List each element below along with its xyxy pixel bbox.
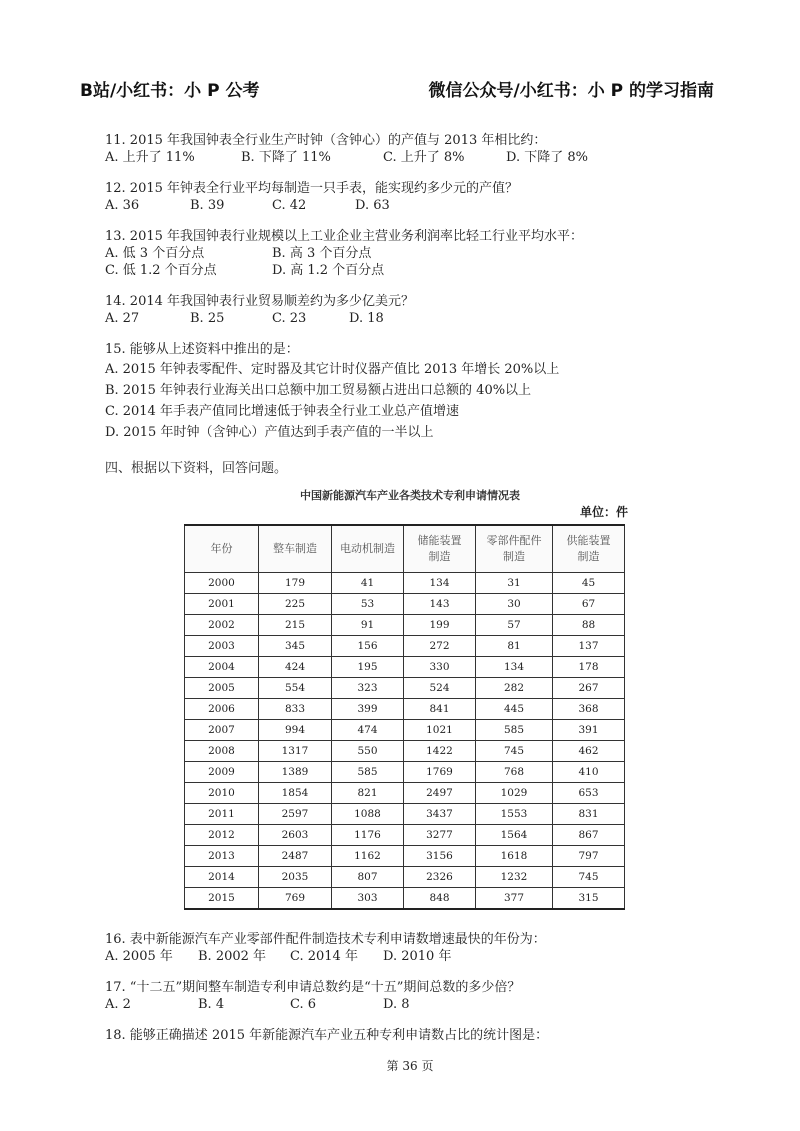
value-cell: 524: [404, 678, 476, 699]
value-cell: 1317: [259, 741, 332, 762]
table-row: [185, 678, 625, 699]
year-cell: 2011: [185, 804, 259, 825]
table-row: [185, 825, 625, 846]
value-cell: 45: [553, 573, 625, 594]
table-row: [185, 783, 625, 804]
value-cell: 424: [259, 657, 332, 678]
value-cell: 3437: [404, 804, 476, 825]
value-cell: 550: [332, 741, 404, 762]
year-cell: 2012: [185, 825, 259, 846]
q13-option-a: A. 低 3 个百分点: [105, 246, 205, 261]
value-cell: 797: [553, 846, 625, 867]
value-cell: 30: [476, 594, 553, 615]
value-cell: 585: [476, 720, 553, 741]
q12-option-c: C. 42: [272, 198, 307, 213]
col-header-parts: 零部件配件制造: [476, 525, 553, 573]
value-cell: 137: [553, 636, 625, 657]
q17-option-c: C. 6: [290, 997, 317, 1012]
value-cell: 2597: [259, 804, 332, 825]
q12-option-a: A. 36: [105, 198, 140, 213]
value-cell: 1769: [404, 762, 476, 783]
value-cell: 2487: [259, 846, 332, 867]
table-row: [185, 699, 625, 720]
value-cell: 1029: [476, 783, 553, 804]
value-cell: 134: [476, 657, 553, 678]
q15-option-c: C. 2014 年手表产值同比增速低于钟表全行业工业总产值增速: [105, 404, 459, 419]
q12-option-d: D. 63: [355, 198, 390, 213]
q15-option-a: A. 2015 年钟表零配件、定时器及其它计时仪器产值比 2013 年增长 20%以上: [105, 362, 560, 377]
q12-option-b: B. 39: [190, 198, 225, 213]
value-cell: 445: [476, 699, 553, 720]
value-cell: 179: [259, 573, 332, 594]
value-cell: 323: [332, 678, 404, 699]
value-cell: 399: [332, 699, 404, 720]
value-cell: 215: [259, 615, 332, 636]
value-cell: 272: [404, 636, 476, 657]
table-row: [185, 594, 625, 615]
q13-option-b: B. 高 3 个百分点: [272, 246, 372, 261]
q17-stem: 17. “十二五”期间整车制造专利申请总数约是“十五”期间总数的多少倍？: [105, 980, 521, 995]
value-cell: 330: [404, 657, 476, 678]
q17-option-a: A. 2: [105, 997, 131, 1012]
value-cell: 653: [553, 783, 625, 804]
q15-option-d: D. 2015 年时钟（含钟心）产值达到手表产值的一半以上: [105, 425, 434, 440]
table-row: [185, 720, 625, 741]
patent-table: [184, 524, 625, 910]
q11-option-a: A. 上升了 11%: [105, 150, 195, 165]
q16-option-c: C. 2014 年: [290, 949, 358, 964]
value-cell: 554: [259, 678, 332, 699]
table-row: [185, 741, 625, 762]
value-cell: 53: [332, 594, 404, 615]
value-cell: 1088: [332, 804, 404, 825]
value-cell: 1176: [332, 825, 404, 846]
q11-option-b: B. 下降了 11%: [241, 150, 331, 165]
value-cell: 199: [404, 615, 476, 636]
value-cell: 303: [332, 888, 404, 910]
year-cell: 2006: [185, 699, 259, 720]
value-cell: 315: [553, 888, 625, 910]
table-row: [185, 762, 625, 783]
q11-option-c: C. 上升了 8%: [383, 150, 465, 165]
header-left: B站/小红书：小 P 公考: [80, 81, 260, 101]
value-cell: 1021: [404, 720, 476, 741]
year-cell: 2010: [185, 783, 259, 804]
q18-stem: 18. 能够正确描述 2015 年新能源汽车产业五种专利申请数占比的统计图是：: [105, 1028, 549, 1043]
value-cell: 195: [332, 657, 404, 678]
value-cell: 3277: [404, 825, 476, 846]
year-cell: 2015: [185, 888, 259, 910]
section-heading: 四、根据以下资料，回答问题。: [105, 461, 288, 476]
value-cell: 462: [553, 741, 625, 762]
value-cell: 3156: [404, 846, 476, 867]
col-header-vehicle: 整车制造: [259, 525, 332, 573]
q17-option-b: B. 4: [198, 997, 225, 1012]
table-row: [185, 867, 625, 888]
table-header-row: [185, 525, 625, 573]
value-cell: 841: [404, 699, 476, 720]
value-cell: 768: [476, 762, 553, 783]
q17-option-d: D. 8: [383, 997, 410, 1012]
col-header-supply: 供能装置制造: [553, 525, 625, 573]
q15-stem: 15. 能够从上述资料中推出的是：: [105, 342, 299, 357]
value-cell: 474: [332, 720, 404, 741]
value-cell: 848: [404, 888, 476, 910]
q11-stem: 11. 2015 年我国钟表全行业生产时钟（含钟心）的产值与 2013 年相比约：: [105, 133, 547, 148]
value-cell: 807: [332, 867, 404, 888]
value-cell: 391: [553, 720, 625, 741]
value-cell: 88: [553, 615, 625, 636]
table-row: [185, 657, 625, 678]
value-cell: 1618: [476, 846, 553, 867]
table-row: [185, 804, 625, 825]
value-cell: 267: [553, 678, 625, 699]
value-cell: 994: [259, 720, 332, 741]
q13-option-c: C. 低 1.2 个百分点: [105, 263, 217, 278]
value-cell: 821: [332, 783, 404, 804]
table-row: [185, 636, 625, 657]
value-cell: 585: [332, 762, 404, 783]
value-cell: 134: [404, 573, 476, 594]
col-header-motor: 电动机制造: [332, 525, 404, 573]
value-cell: 1854: [259, 783, 332, 804]
value-cell: 156: [332, 636, 404, 657]
table-unit: 单位：件: [579, 505, 628, 519]
value-cell: 377: [476, 888, 553, 910]
q16-option-b: B. 2002 年: [198, 949, 267, 964]
q14-option-a: A. 27: [105, 311, 140, 326]
q14-option-c: C. 23: [272, 311, 307, 326]
year-cell: 2002: [185, 615, 259, 636]
year-cell: 2003: [185, 636, 259, 657]
q13-option-d: D. 高 1.2 个百分点: [272, 263, 385, 278]
table-row: [185, 846, 625, 867]
value-cell: 867: [553, 825, 625, 846]
q16-stem: 16. 表中新能源汽车产业零部件配件制造技术专利申请数增速最快的年份为：: [105, 932, 546, 947]
year-cell: 2001: [185, 594, 259, 615]
year-cell: 2014: [185, 867, 259, 888]
q11-option-d: D. 下降了 8%: [506, 150, 588, 165]
value-cell: 833: [259, 699, 332, 720]
value-cell: 345: [259, 636, 332, 657]
col-header-storage: 储能装置制造: [404, 525, 476, 573]
value-cell: 831: [553, 804, 625, 825]
value-cell: 1389: [259, 762, 332, 783]
value-cell: 41: [332, 573, 404, 594]
value-cell: 2326: [404, 867, 476, 888]
value-cell: 1553: [476, 804, 553, 825]
col-header-year: 年份: [185, 525, 259, 573]
value-cell: 57: [476, 615, 553, 636]
value-cell: 368: [553, 699, 625, 720]
year-cell: 2000: [185, 573, 259, 594]
value-cell: 282: [476, 678, 553, 699]
value-cell: 67: [553, 594, 625, 615]
year-cell: 2013: [185, 846, 259, 867]
value-cell: 745: [476, 741, 553, 762]
value-cell: 2035: [259, 867, 332, 888]
value-cell: 1422: [404, 741, 476, 762]
table-row: [185, 888, 625, 910]
year-cell: 2009: [185, 762, 259, 783]
q14-option-d: D. 18: [349, 311, 384, 326]
value-cell: 1564: [476, 825, 553, 846]
value-cell: 745: [553, 867, 625, 888]
value-cell: 143: [404, 594, 476, 615]
q12-stem: 12. 2015 年钟表全行业平均每制造一只手表，能实现约多少元的产值？: [105, 181, 519, 196]
q14-option-b: B. 25: [190, 311, 225, 326]
value-cell: 91: [332, 615, 404, 636]
value-cell: 31: [476, 573, 553, 594]
q13-stem: 13. 2015 年我国钟表行业规模以上工业企业主营业务利润率比轻工行业平均水平：: [105, 229, 584, 244]
value-cell: 81: [476, 636, 553, 657]
value-cell: 769: [259, 888, 332, 910]
value-cell: 1162: [332, 846, 404, 867]
q15-option-b: B. 2015 年钟表行业海关出口总额中加工贸易额占进出口总额的 40%以上: [105, 383, 532, 398]
value-cell: 2497: [404, 783, 476, 804]
year-cell: 2008: [185, 741, 259, 762]
table-row: [185, 615, 625, 636]
header-right: 微信公众号/小红书：小 P 的学习指南: [428, 81, 714, 101]
page-number: 第 36 页: [386, 1059, 434, 1073]
value-cell: 178: [553, 657, 625, 678]
year-cell: 2007: [185, 720, 259, 741]
value-cell: 1232: [476, 867, 553, 888]
value-cell: 2603: [259, 825, 332, 846]
q16-option-d: D. 2010 年: [383, 949, 452, 964]
table-row: [185, 573, 625, 594]
q14-stem: 14. 2014 年我国钟表行业贸易顺差约为多少亿美元？: [105, 294, 415, 309]
year-cell: 2005: [185, 678, 259, 699]
q16-option-a: A. 2005 年: [105, 949, 173, 964]
value-cell: 225: [259, 594, 332, 615]
value-cell: 410: [553, 762, 625, 783]
year-cell: 2004: [185, 657, 259, 678]
table-title: 中国新能源汽车产业各类技术专利申请情况表: [300, 489, 520, 502]
